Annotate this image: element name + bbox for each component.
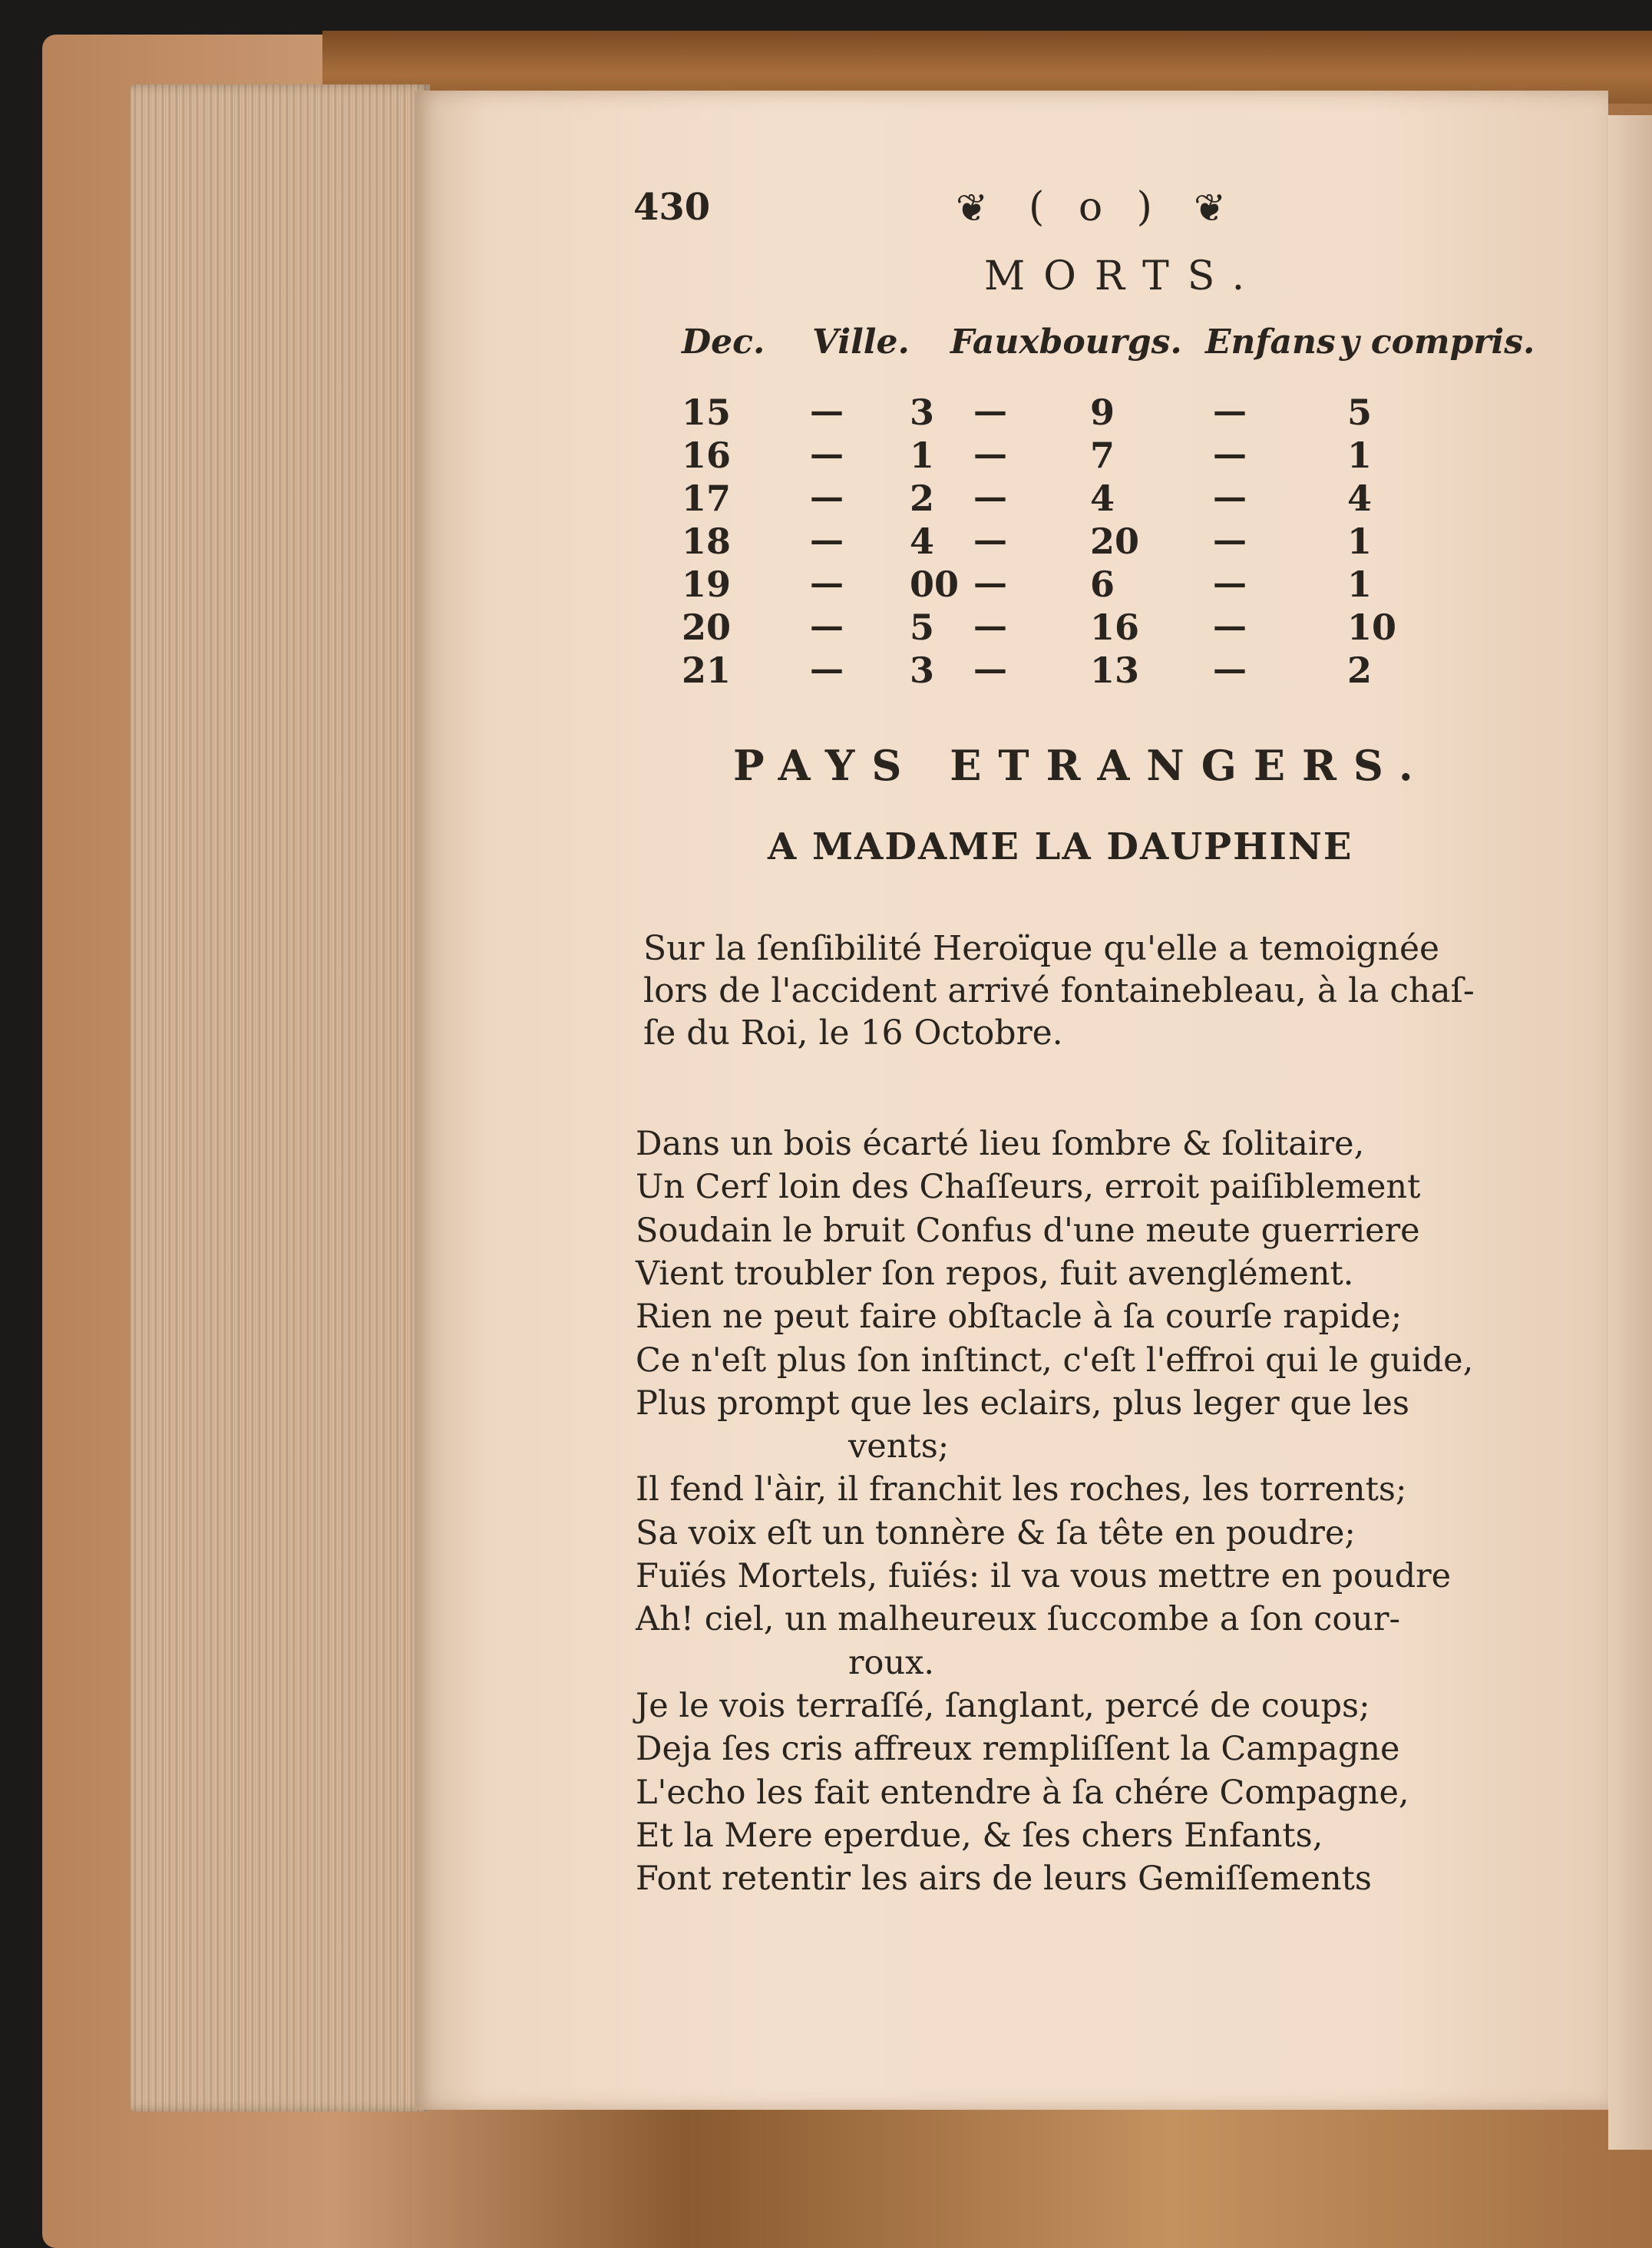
cell-enfans: 2 [1347,650,1373,691]
morts-title: MORTS. [984,253,1264,299]
verse-line: Ce n'eſt plus ſon inſtinct, c'eſt l'effroi qui le guide, [636,1341,1474,1380]
verse-line: Rien ne peut faire obſtacle à ſa courſe rapide; [636,1298,1403,1336]
poem-title: A MADAME LA DAUPHINE [768,825,1353,868]
col-header-enfans: Enfans [1205,322,1336,362]
intro-line: lors de l'accident arrivé fontainebleau, à la chaſ- [643,971,1475,1010]
col-header-fauxbourgs: Fauxbourgs. [950,322,1182,362]
cell-dash: — [810,564,844,603]
verse-line: Font retentir les airs de leurs Gemiſſements [636,1860,1372,1898]
cell-dash: — [973,564,1007,603]
cell-fauxbourgs: 6 [1090,564,1115,605]
cell-ville: 4 [910,521,935,562]
verse-line: Plus prompt que les eclairs, plus leger que les [636,1384,1409,1423]
verse-line: Sa voix eſt un tonnère & ſa tête en poudre; [636,1514,1356,1552]
cell-dash: — [973,435,1007,474]
intro-line: Sur la ſenſibilité Heroïque qu'elle a temoignée [643,929,1440,968]
section-title: PAYS ETRANGERS. [733,741,1430,790]
cell-dash: — [810,607,844,646]
page-stack-edge [131,84,430,2111]
verse-line: Dans un bois écarté lieu ſombre & ſolitaire, [636,1125,1365,1163]
col-header-ville: Ville. [812,322,910,362]
verse-line: Un Cerf loin des Chaſſeurs, erroit paiſiblement [636,1168,1421,1206]
cell-dash: — [810,650,844,689]
verse-line: L'echo les fait entendre à ſa chére Compagne, [636,1774,1409,1812]
intro-line: ſe du Roi, le 16 Octobre. [643,1013,1063,1053]
verse-line: roux. [848,1644,935,1682]
cell-ville: 00 [910,564,960,605]
cell-dec: 15 [682,392,732,433]
cell-dash: — [973,478,1007,517]
verse-line: Et la Mere eperdue, & ſes chers Enfants, [636,1817,1323,1855]
verse-line: Il fend l'àir, il franchit les roches, les torrents; [636,1470,1407,1509]
cell-dec: 17 [682,478,732,519]
col-header-dec: Dec. [682,322,765,362]
cell-dash: — [810,435,844,474]
cell-enfans: 5 [1347,392,1373,433]
cell-dec: 19 [682,564,732,605]
verse-line: Je le vois terraſſé, ſanglant, percé de coups; [636,1687,1370,1725]
ornament-left-icon: ❦ [956,186,988,230]
cell-dash: — [1213,478,1247,517]
verse-line: Soudain le bruit Confus d'une meute guerriere [636,1212,1420,1250]
verse-line: Ah! ciel, un malheureux ſuccombe a ſon cour- [636,1600,1401,1638]
cell-dash: — [1213,564,1247,603]
verse-line: Deja ſes cris affreux rempliſſent la Campagne [636,1730,1400,1768]
cell-enfans: 1 [1347,435,1373,476]
cell-fauxbourgs: 9 [1090,392,1115,433]
header-mark: ( o ) [1029,184,1163,230]
verse-line: Vient troubler ſon repos, fuit avenglément. [636,1255,1354,1293]
cell-ville: 5 [910,607,935,648]
cell-ville: 1 [910,435,935,476]
cell-dash: — [1213,607,1247,646]
cell-dash: — [810,521,844,560]
cell-fauxbourgs: 4 [1090,478,1115,519]
cell-dash: — [1213,650,1247,689]
cell-dash: — [810,392,844,431]
cell-ville: 3 [910,650,935,691]
cell-dash: — [973,521,1007,560]
cell-dash: — [973,607,1007,646]
cell-enfans: 10 [1347,607,1397,648]
cell-fauxbourgs: 20 [1090,521,1140,562]
cell-enfans: 4 [1347,478,1373,519]
cell-enfans: 1 [1347,521,1373,562]
cell-dec: 21 [682,650,732,691]
cell-dash: — [1213,435,1247,474]
verse-line: Fuïés Mortels, fuïés: il va vous mettre en poudre [636,1557,1452,1595]
ornament-right-icon: ❦ [1194,186,1226,230]
cell-dec: 20 [682,607,732,648]
cell-fauxbourgs: 16 [1090,607,1140,648]
cell-dash: — [973,392,1007,431]
page-number: 430 [633,186,711,229]
cell-fauxbourgs: 13 [1090,650,1140,691]
cell-ville: 2 [910,478,935,519]
cell-dash: — [1213,392,1247,431]
col-header-compris: y compris. [1340,322,1535,362]
verse-line: vents; [848,1427,950,1466]
cell-ville: 3 [910,392,935,433]
cell-dec: 16 [682,435,732,476]
cell-fauxbourgs: 7 [1090,435,1115,476]
cell-dash: — [810,478,844,517]
cell-dash: — [973,650,1007,689]
cell-dash: — [1213,521,1247,560]
cell-dec: 18 [682,521,732,562]
facing-page-edge [1608,115,1652,2150]
cell-enfans: 1 [1347,564,1373,605]
